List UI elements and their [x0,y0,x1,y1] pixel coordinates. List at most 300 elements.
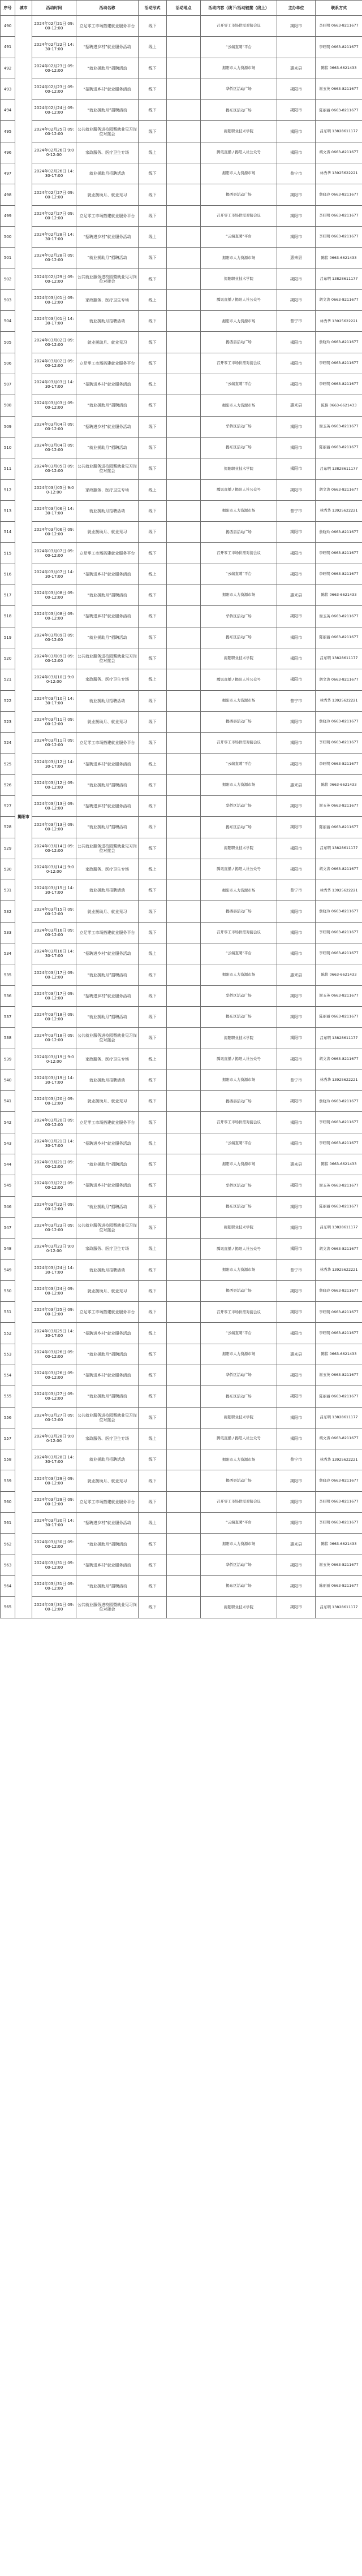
row-activity-name: “就业援助月”招聘活动 [76,437,139,458]
table-row [1,311,362,332]
row-organizer: 揭阳市 [277,458,316,479]
row-contact: 李旺明 0663-8211677 [316,1491,362,1512]
row-organizer: 揭阳市 [277,1428,316,1449]
row-index: 540 [1,1070,15,1090]
header-index: 序号 [1,1,15,16]
row-time: 2024年03月30日 14:30-17:00 [32,1513,76,1534]
row-organizer: 揭阳市 [277,1133,316,1154]
row-index: 541 [1,1091,15,1112]
row-time: 2024年03月24日 09:00-12:00 [32,1280,76,1301]
row-organizer: 揭阳市 [277,353,316,374]
row-contact: 胡文涛 0663-8211677 [316,289,362,310]
table-body [1,16,362,1618]
row-organizer: 揭阳市 [277,564,316,585]
row-content: “云端直聘”平台 [201,37,277,58]
row-content: 揭西县活动广场 [201,711,277,732]
row-time: 2024年03月18日 09:00-12:00 [32,1006,76,1027]
row-activity-name: 立足零工市场搭建就业服务平台 [76,205,139,226]
row-index: 554 [1,1365,15,1386]
row-time: 2024年03月24日 14:30-17:00 [32,1259,76,1280]
row-content: 揭阳职业技术学院 [201,1597,277,1618]
table-row [1,964,362,985]
row-index: 490 [1,16,15,37]
row-contact: 詹晓玲 0663-8211677 [316,1091,362,1112]
row-location [167,1091,201,1112]
row-index: 562 [1,1534,15,1555]
row-format: 线下 [139,1449,167,1470]
row-format: 线下 [139,880,167,901]
row-organizer: 惠来县 [277,248,316,269]
row-activity-name: 立足零工市场搭建就业服务平台 [76,922,139,943]
row-location [167,627,201,648]
row-contact: 林秀华 13925622221 [316,1070,362,1090]
row-format: 线上 [139,142,167,163]
row-contact: 李旺明 0663-8211677 [316,1112,362,1133]
row-index: 561 [1,1513,15,1534]
row-location [167,1513,201,1534]
row-activity-name: 就业援助月招聘活动 [76,1449,139,1470]
row-time: 2024年02月21日 09:00-12:00 [32,16,76,37]
row-activity-name: 家政服务、医疗卫生专场 [76,479,139,500]
row-format: 线下 [139,1028,167,1049]
header-location: 活动地点 [167,1,201,16]
row-format: 线下 [139,1534,167,1555]
row-location [167,311,201,332]
row-organizer: 普宁市 [277,311,316,332]
row-format: 线下 [139,1302,167,1323]
row-activity-name: “招聘进乡村”就业服务活动 [76,1555,139,1575]
table-row [1,37,362,58]
row-content: 腾讯直播 / 揭阳人社公众号 [201,142,277,163]
row-activity-name: 家政服务、医疗卫生专场 [76,1428,139,1449]
row-location [167,543,201,564]
row-content: 揭阳市人力资源市场 [201,248,277,269]
row-organizer: 揭阳市 [277,901,316,922]
table-row [1,733,362,754]
row-format: 线下 [139,1386,167,1407]
row-format: 线下 [139,543,167,564]
row-content: “云端直聘”平台 [201,226,277,247]
row-index: 522 [1,690,15,711]
row-contact: 陈伟 0663-6621433 [316,1534,362,1555]
row-activity-name: “就业援助月”招聘活动 [76,1196,139,1217]
row-time: 2024年03月08日 09:00-12:00 [32,585,76,606]
row-content: 揭阳职业技术学院 [201,269,277,289]
row-content: 揭阳市人力资源市场 [201,1534,277,1555]
row-content: 腾讯直播 / 揭阳人社公众号 [201,859,277,880]
row-index: 517 [1,585,15,606]
header-activity-name: 活动名称 [76,1,139,16]
table-row [1,901,362,922]
row-location [167,564,201,585]
row-index: 520 [1,648,15,669]
table-row [1,1386,362,1407]
row-activity-name: 家政服务、医疗卫生专场 [76,289,139,310]
row-activity-name: “招聘进乡村”就业服务活动 [76,943,139,964]
row-organizer: 揭阳市 [277,1491,316,1512]
row-index: 493 [1,79,15,99]
row-organizer: 揭阳市 [277,754,316,774]
row-activity-name: 立足零工市场搭建就业服务平台 [76,733,139,754]
row-index: 547 [1,1217,15,1238]
row-location [167,1112,201,1133]
row-activity-name: 公共就业服务进校园暨就业见习岗位对接会 [76,1217,139,1238]
row-activity-name: 公共就业服务进校园暨就业见习岗位对接会 [76,1597,139,1618]
row-location [167,1154,201,1175]
row-location [167,437,201,458]
row-contact: 林秀华 13925622221 [316,880,362,901]
row-content: 揭阳市人力资源市场 [201,1344,277,1365]
row-contact: 胡文涛 0663-8211677 [316,142,362,163]
row-index: 496 [1,142,15,163]
row-activity-name: 就业援助月招聘活动 [76,163,139,184]
row-location [167,37,201,58]
row-format: 线下 [139,395,167,416]
table-row [1,690,362,711]
row-content: 揭阳市人力资源市场 [201,58,277,79]
row-time: 2024年03月06日 14:30-17:00 [32,500,76,521]
row-location [167,289,201,310]
row-content: 腾讯直播 / 揭阳人社公众号 [201,289,277,310]
row-activity-name: “招聘进乡村”就业服务活动 [76,1175,139,1196]
row-location [167,58,201,79]
row-content: 揭西县活动广场 [201,184,277,205]
row-activity-name: 立足零工市场搭建就业服务平台 [76,1112,139,1133]
row-location [167,16,201,37]
row-contact: 谢玉英 0663-8211677 [316,1365,362,1386]
row-contact: 吕东明 13828611177 [316,458,362,479]
row-format: 线下 [139,500,167,521]
row-index: 530 [1,859,15,880]
row-location [167,943,201,964]
row-time: 2024年02月27日 09:00-12:00 [32,184,76,205]
row-activity-name: 立足零工市场搭建就业服务平台 [76,353,139,374]
row-time: 2024年03月27日 09:00-12:00 [32,1386,76,1407]
row-time: 2024年03月09日 09:00-12:00 [32,648,76,669]
row-time: 2024年02月28日 14:30-17:00 [32,226,76,247]
row-organizer: 揭阳市 [277,1555,316,1575]
table-row [1,1091,362,1112]
row-content: 揭西县活动广场 [201,1280,277,1301]
row-content: 揭阳市人力资源市场 [201,1070,277,1090]
row-contact: 谢玉英 0663-8211677 [316,416,362,437]
row-index: 548 [1,1239,15,1259]
row-activity-name: 就业援助月招聘活动 [76,311,139,332]
row-location [167,1597,201,1618]
row-contact: 吕东明 13828611177 [316,121,362,142]
row-location [167,711,201,732]
row-activity-name: 就业援助月招聘活动 [76,880,139,901]
row-activity-name: 就业援助月、就业见习 [76,184,139,205]
row-contact: 吕东明 13828611177 [316,838,362,859]
row-contact: 陈伟 0663-6621433 [316,1344,362,1365]
table-row [1,142,362,163]
row-index: 539 [1,1049,15,1070]
row-organizer: 揭阳市 [277,416,316,437]
row-activity-name: “招聘进乡村”就业服务活动 [76,1323,139,1344]
row-format: 线下 [139,795,167,816]
header-city: 城市 [15,1,32,16]
row-contact: 陈丽丽 0663-8211677 [316,1006,362,1027]
row-time: 2024年03月23日 9:00-12:00 [32,1239,76,1259]
row-activity-name: 家政服务、医疗卫生专场 [76,859,139,880]
row-index: 523 [1,711,15,732]
row-organizer: 揭阳市 [277,16,316,37]
row-organizer: 普宁市 [277,880,316,901]
table-row [1,269,362,289]
row-organizer: 惠来县 [277,774,316,795]
row-content: “云端直聘”平台 [201,1323,277,1344]
row-location [167,1491,201,1512]
city-cell: 揭阳市 [15,16,32,1618]
row-contact: 陈丽丽 0663-8211677 [316,627,362,648]
row-time: 2024年03月26日 09:00-12:00 [32,1344,76,1365]
row-location [167,1196,201,1217]
row-time: 2024年03月06日 09:00-12:00 [32,522,76,543]
row-activity-name: 公共就业服务进校园暨就业见习岗位对接会 [76,269,139,289]
row-format: 线上 [139,226,167,247]
row-activity-name: 就业援助月、就业见习 [76,1091,139,1112]
row-time: 2024年03月11日 09:00-12:00 [32,711,76,732]
row-content: 揭西县活动广场 [201,1091,277,1112]
row-format: 线下 [139,1196,167,1217]
table-row [1,1259,362,1280]
row-activity-name: “招聘进乡村”就业服务活动 [76,1513,139,1534]
row-activity-name: “就业援助月”招聘活动 [76,1386,139,1407]
table-row [1,353,362,374]
row-organizer: 普宁市 [277,1449,316,1470]
table-row [1,184,362,205]
table-row [1,1365,362,1386]
row-organizer: 惠来县 [277,58,316,79]
row-content: 揭东区活动广场 [201,437,277,458]
row-time: 2024年03月04日 09:00-12:00 [32,416,76,437]
row-location [167,1028,201,1049]
row-index: 543 [1,1133,15,1154]
row-organizer: 揭阳市 [277,1239,316,1259]
row-organizer: 惠来县 [277,585,316,606]
row-content: 华侨区活动广场 [201,985,277,1006]
row-content: “云端直聘”平台 [201,374,277,395]
row-contact: 林秀华 13925622221 [316,690,362,711]
row-contact: 李旺明 0663-8211677 [316,922,362,943]
row-location [167,479,201,500]
row-location [167,1217,201,1238]
row-index: 492 [1,58,15,79]
row-location [167,1302,201,1323]
row-location [167,754,201,774]
table-row [1,522,362,543]
row-index: 526 [1,774,15,795]
row-index: 503 [1,289,15,310]
table-row [1,416,362,437]
table-row [1,669,362,690]
row-format: 线上 [139,1323,167,1344]
row-contact: 陈伟 0663-6621433 [316,585,362,606]
row-content: 揭阳职业技术学院 [201,648,277,669]
row-contact: 詹晓玲 0663-8211677 [316,1470,362,1491]
row-index: 564 [1,1575,15,1596]
table-row [1,1028,362,1049]
row-activity-name: “就业援助月”招聘活动 [76,774,139,795]
table-row [1,1534,362,1555]
row-format: 线下 [139,58,167,79]
row-format: 线下 [139,1259,167,1280]
row-activity-name: “就业援助月”招聘活动 [76,964,139,985]
row-contact: 林秀华 13925622221 [316,1449,362,1470]
row-organizer: 揭阳市 [277,648,316,669]
row-time: 2024年03月07日 14:30-17:00 [32,564,76,585]
table-row [1,16,362,37]
row-organizer: 揭阳市 [277,437,316,458]
row-organizer: 揭阳市 [277,226,316,247]
row-content: 揭东区活动广场 [201,627,277,648]
row-content: 揭阳职业技术学院 [201,458,277,479]
row-time: 2024年03月23日 09:00-12:00 [32,1217,76,1238]
row-location [167,1449,201,1470]
row-content: 揭阳职业技术学院 [201,1217,277,1238]
row-activity-name: 就业援助月、就业见习 [76,332,139,353]
row-format: 线下 [139,205,167,226]
row-time: 2024年03月17日 09:00-12:00 [32,964,76,985]
row-contact: 陈丽丽 0663-8211677 [316,1575,362,1596]
row-activity-name: “招聘进乡村”就业服务活动 [76,416,139,437]
row-location [167,1407,201,1428]
row-location [167,1428,201,1449]
row-format: 线下 [139,1344,167,1365]
row-activity-name: 就业援助月招聘活动 [76,1259,139,1280]
row-organizer: 惠来县 [277,1344,316,1365]
row-activity-name: “就业援助月”招聘活动 [76,1006,139,1027]
row-format: 线上 [139,374,167,395]
row-format: 线下 [139,353,167,374]
row-activity-name: “就业援助月”招聘活动 [76,395,139,416]
row-content: 揭东区活动广场 [201,100,277,121]
row-contact: 胡文涛 0663-8211677 [316,1239,362,1259]
row-activity-name: “招聘进乡村”就业服务活动 [76,1133,139,1154]
row-organizer: 揭阳市 [277,142,316,163]
table-row [1,332,362,353]
row-content: 揭西县活动广场 [201,1470,277,1491]
row-location [167,1239,201,1259]
row-format: 线上 [139,1513,167,1534]
row-organizer: 揭阳市 [277,669,316,690]
row-format: 线上 [139,564,167,585]
header-organizer: 主办单位 [277,1,316,16]
row-index: 532 [1,901,15,922]
row-activity-name: 公共就业服务进校园暨就业见习岗位对接会 [76,1407,139,1428]
header-time: 活动时间 [32,1,76,16]
row-format: 线下 [139,1006,167,1027]
row-organizer: 揭阳市 [277,479,316,500]
row-index: 521 [1,669,15,690]
row-time: 2024年03月02日 09:00-12:00 [32,353,76,374]
row-activity-name: “招聘进乡村”就业服务活动 [76,564,139,585]
row-format: 线下 [139,311,167,332]
row-format: 线下 [139,248,167,269]
row-activity-name: “招聘进乡村”就业服务活动 [76,374,139,395]
table-row [1,1575,362,1596]
row-organizer: 揭阳市 [277,733,316,754]
row-content: “云端直聘”平台 [201,1133,277,1154]
row-activity-name: “招聘进乡村”就业服务活动 [76,37,139,58]
row-location [167,859,201,880]
row-format: 线下 [139,585,167,606]
row-content: 揭东区活动广场 [201,1006,277,1027]
row-activity-name: 公共就业服务进校园暨就业见习岗位对接会 [76,458,139,479]
row-organizer: 揭阳市 [277,332,316,353]
table-row [1,121,362,142]
row-activity-name: “就业援助月”招聘活动 [76,100,139,121]
row-organizer: 揭阳市 [277,1091,316,1112]
row-time: 2024年03月26日 09:00-12:00 [32,1365,76,1386]
row-location [167,1006,201,1027]
row-organizer: 普宁市 [277,163,316,184]
row-time: 2024年03月19日 9:00-12:00 [32,1049,76,1070]
row-content: 华侨区活动广场 [201,606,277,627]
table-row [1,374,362,395]
row-contact: 陈丽丽 0663-8211677 [316,817,362,838]
row-content: 揭阳职业技术学院 [201,838,277,859]
row-location [167,1323,201,1344]
row-contact: 吕东明 13828611177 [316,1597,362,1618]
row-location [167,121,201,142]
row-format: 线下 [139,121,167,142]
row-time: 2024年02月27日 09:00-12:00 [32,205,76,226]
row-location [167,733,201,754]
table-row [1,79,362,99]
row-contact: 李旺明 0663-8211677 [316,1302,362,1323]
row-time: 2024年02月23日 09:00-12:00 [32,79,76,99]
row-organizer: 揭阳市 [277,1513,316,1534]
table-row [1,564,362,585]
row-contact: 詹晓玲 0663-8211677 [316,184,362,205]
row-location [167,1344,201,1365]
row-activity-name: 就业援助月、就业见习 [76,711,139,732]
row-format: 线下 [139,184,167,205]
row-time: 2024年03月07日 09:00-12:00 [32,543,76,564]
row-index: 497 [1,163,15,184]
row-index: 555 [1,1386,15,1407]
row-activity-name: 就业援助月招聘活动 [76,1070,139,1090]
row-contact: 李旺明 0663-8211677 [316,374,362,395]
table-row [1,627,362,648]
row-organizer: 揭阳市 [277,100,316,121]
row-index: 559 [1,1470,15,1491]
row-organizer: 揭阳市 [277,1049,316,1070]
row-contact: 李旺明 0663-8211677 [316,543,362,564]
row-content: “云端直聘”平台 [201,943,277,964]
row-index: 514 [1,522,15,543]
row-format: 线下 [139,458,167,479]
row-format: 线下 [139,1175,167,1196]
row-activity-name: 家政服务、医疗卫生专场 [76,1239,139,1259]
row-content: 揭东区活动广场 [201,1196,277,1217]
row-organizer: 揭阳市 [277,522,316,543]
row-location [167,269,201,289]
row-index: 536 [1,985,15,1006]
row-contact: 李旺明 0663-8211677 [316,733,362,754]
row-location [167,142,201,163]
row-format: 线下 [139,1407,167,1428]
row-contact: 陈丽丽 0663-8211677 [316,1196,362,1217]
row-location [167,985,201,1006]
row-time: 2024年02月26日 9:00-12:00 [32,142,76,163]
row-content: 揭阳市人力资源市场 [201,880,277,901]
row-activity-name: “就业援助月”招聘活动 [76,58,139,79]
row-location [167,1555,201,1575]
row-activity-name: “招聘进乡村”就业服务活动 [76,1365,139,1386]
